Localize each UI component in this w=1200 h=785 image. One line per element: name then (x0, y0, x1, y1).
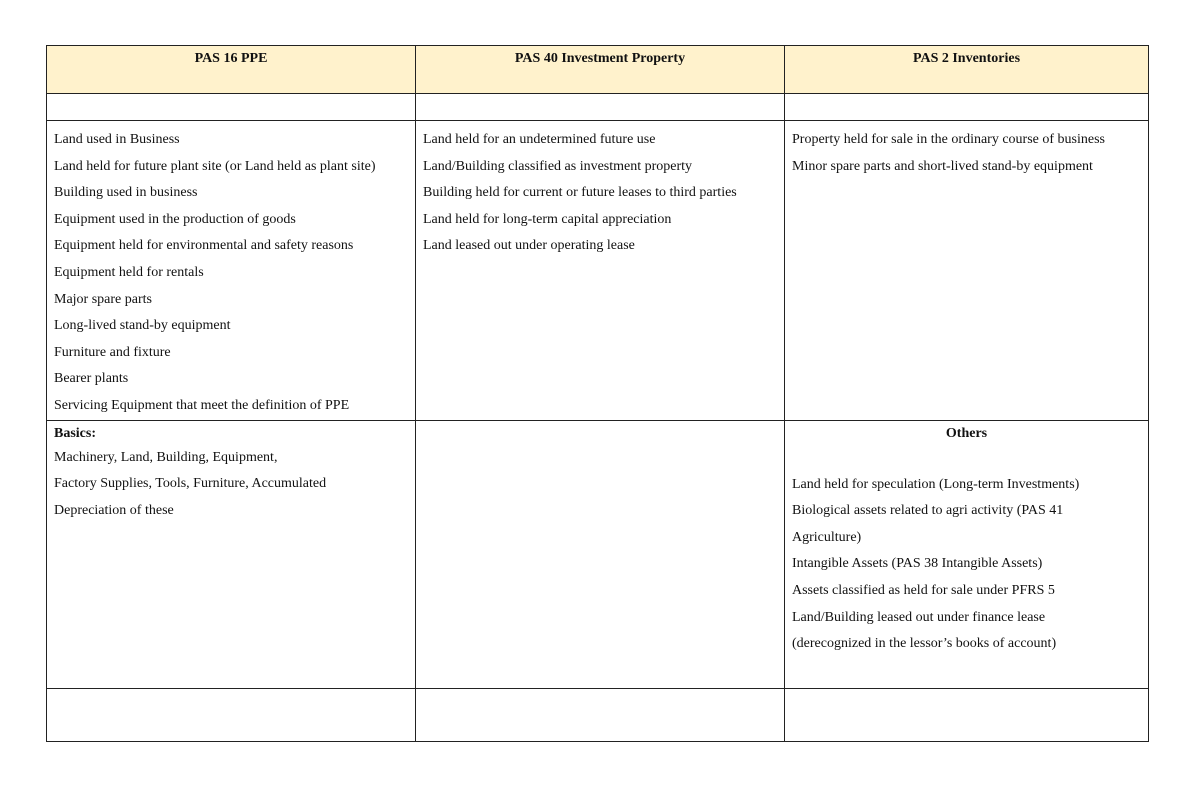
list-item: Depreciation of these (54, 502, 174, 518)
list-item: Equipment held for environmental and safety reasons (54, 238, 354, 254)
list-item: Factory Supplies, Tools, Furniture, Accumulated (54, 476, 327, 492)
list-item: Major spare parts (54, 291, 152, 307)
list-item: Building used in business (54, 185, 198, 201)
list-item: Assets classified as held for sale under PFRS 5 (792, 582, 1055, 598)
classification-table (46, 45, 1149, 742)
list-item: Land held for future plant site (or Land held as plant site) (54, 158, 376, 174)
pas2-items-cell (785, 121, 1149, 421)
list-item: Land held for speculation (Long-term Investments) (792, 476, 1080, 492)
list-item: Machinery, Land, Building, Equipment, (54, 449, 278, 465)
header-cell-pas16 (47, 46, 416, 94)
basics-title: Basics: (54, 425, 96, 441)
pas16-item-list (47, 121, 415, 420)
others-title: Others (945, 425, 988, 441)
lower-row (47, 420, 1149, 688)
list-item: Agriculture) (792, 529, 862, 545)
bottom-row (47, 688, 1149, 741)
list-item: Land/Building leased out under finance lease (792, 609, 1046, 625)
blank-row (47, 94, 1149, 121)
pas2-item-list (785, 121, 1148, 180)
blank-cell (785, 94, 1149, 121)
blank-cell (416, 94, 785, 121)
list-item: Land/Building classified as investment property (423, 158, 693, 174)
basics-list (47, 445, 415, 525)
pas40-item-list (416, 121, 784, 260)
header-row (47, 46, 1149, 94)
blank-cell (785, 688, 1149, 741)
blank-cell (47, 94, 416, 121)
blank-cell (47, 688, 416, 741)
header-pas40: PAS 40 Investment Property (514, 51, 686, 66)
list-item: Building held for current or future leases to third parties (423, 185, 737, 201)
list-item: Intangible Assets (PAS 38 Intangible Assets) (792, 556, 1043, 572)
others-cell (785, 420, 1149, 688)
items-row (47, 121, 1149, 421)
basics-cell (47, 420, 416, 688)
pas16-items-cell (47, 121, 416, 421)
list-item: Servicing Equipment that meet the definition of PPE (54, 397, 350, 413)
list-item: Bearer plants (54, 371, 129, 387)
header-pas2: PAS 2 Inventories (912, 51, 1021, 66)
list-item: Furniture and fixture (54, 344, 171, 360)
list-item: Biological assets related to agri activity (PAS 41 (792, 503, 1064, 519)
others-list (785, 445, 1148, 658)
list-item: Land used in Business (54, 132, 180, 147)
list-item: Minor spare parts and short-lived stand-by equipment (792, 158, 1093, 174)
list-item: Land held for long-term capital appreciation (423, 211, 672, 227)
blank-cell (416, 688, 785, 741)
list-item: Property held for sale in the ordinary course of business (792, 132, 1105, 147)
list-item: (derecognized in the lessor’s books of account) (792, 636, 1057, 652)
header-pas16: PAS 16 PPE (194, 51, 268, 66)
header-cell-pas40 (416, 46, 785, 94)
header-cell-pas2 (785, 46, 1149, 94)
list-item: Equipment held for rentals (54, 264, 204, 280)
list-item: Land leased out under operating lease (423, 238, 635, 254)
list-item: Long-lived stand-by equipment (54, 318, 231, 334)
list-item: Land held for an undetermined future use (423, 132, 656, 147)
list-item: Equipment used in the production of goods (54, 211, 296, 227)
empty-cell (416, 420, 785, 688)
pas40-items-cell (416, 121, 785, 421)
